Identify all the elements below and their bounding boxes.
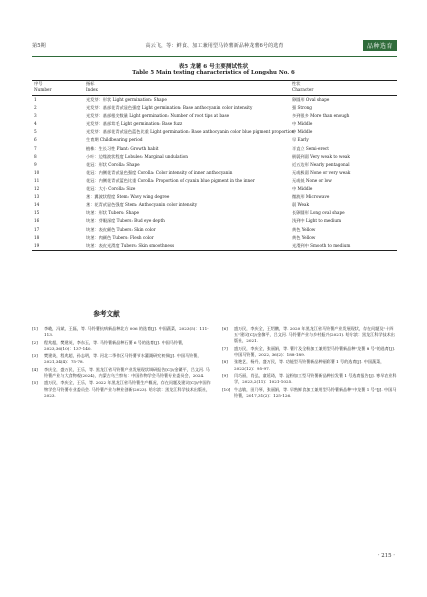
page-header — [32, 40, 397, 54]
header-index-en: Index — [86, 87, 98, 92]
row-index: 块茎：形状 Tubers: Shape — [86, 210, 140, 216]
row-number: 3 — [34, 113, 37, 119]
row-number: 1 — [34, 97, 37, 102]
reference-number: [4] — [32, 366, 38, 372]
row-number: 10 — [34, 169, 40, 175]
reference-item — [32, 353, 212, 365]
reference-number: [3] — [32, 353, 38, 359]
table-row — [32, 136, 397, 144]
table-title-cn: 表5 龙薯 6 号主要测试性状 — [178, 64, 249, 70]
row-character: 长卵圆形 Long oval shape — [292, 210, 345, 216]
reference-text: 李庆全，盛万民，王乐，等. 黑龙江省马铃薯产业发展现状调研报告[C]//金繁平，吕文河. 马铃薯产业与大食物观(2024)，内蒙古乌兰察布：中国作物学会马铃薯专业委员会，2024. — [44, 366, 210, 378]
reference-item — [222, 326, 398, 345]
row-number: 4 — [34, 121, 37, 127]
reference-item — [222, 387, 398, 399]
header-number-en: Number — [34, 87, 52, 92]
reference-text: 盛万民，李庆全，王绍鹏，等. 2020 年黑龙江省马铃薯产业发展现状，存在问题及"十四五"建议[C]//金黎平，吕文河. 马铃薯产业与乡村振兴(2021). 哈尔滨：黑龙江科学技术出版社，2021. — [234, 326, 395, 344]
row-character: 黄色 Yellow — [292, 226, 316, 232]
row-number: 8 — [34, 153, 37, 159]
row-character: 多到很多 More than enough — [292, 113, 350, 119]
reference-item — [222, 359, 398, 371]
row-number: 12 — [34, 186, 40, 192]
row-index: 块茎：表皮光滑度 Tubers: Skin smoothness — [86, 242, 175, 248]
row-number: 16 — [34, 218, 40, 224]
row-number: 14 — [34, 202, 40, 208]
reference-item — [32, 367, 212, 379]
table-row — [32, 153, 397, 161]
table-row — [32, 145, 397, 153]
header-number-cn: 序号 — [34, 81, 43, 86]
row-index: 植株：生长习性 Plant: Growth habit — [86, 145, 159, 151]
table-row — [32, 226, 397, 234]
table-row — [32, 128, 397, 136]
row-character: 黄色 Yellow — [292, 234, 316, 240]
row-character: 中 Middle — [292, 121, 313, 127]
table-row — [32, 120, 397, 128]
reference-text: 程兆超，樊建英，李东玉，等. 马铃薯新品种石薯 6 号的选育[J]. 中国马铃薯，2023,36(10)：137-140. — [44, 339, 187, 351]
row-character: 极弱到弱 Very weak to weak — [292, 153, 350, 159]
row-index: 茎：翼波状程度 Stem: Wavy wing degree — [86, 194, 170, 200]
table-row — [32, 193, 397, 201]
reference-number: [7] — [222, 345, 228, 351]
row-character: 中 Middle — [292, 186, 313, 192]
table-bottom-rule — [32, 250, 397, 251]
table-row — [32, 201, 397, 209]
row-index: 光发芽：形状 Light germination: Shape — [86, 97, 167, 102]
running-title: 高云飞，等：鲜食、加工兼用型马铃薯新品种龙薯6号的选育 — [145, 43, 284, 49]
row-number: 5 — [34, 129, 37, 135]
row-character: 浅到中 Light to medium — [292, 218, 342, 224]
reference-item — [222, 373, 398, 385]
section-badge: 品种选育 — [363, 40, 397, 51]
table-row — [32, 209, 397, 217]
table-row — [32, 217, 397, 225]
row-index: 光发芽：基部茸毛 Light germination: Base fuzz — [86, 121, 183, 127]
reference-item — [32, 340, 212, 352]
row-number: 7 — [34, 145, 37, 151]
table-row — [32, 112, 397, 120]
row-character: 中 Middle — [292, 129, 313, 135]
characteristics-table — [32, 80, 397, 251]
reference-text: 樊建英，程兆超，孙志明，等. 河北二季作区马铃薯节水灌溉研究初探[J]. 中国马铃薯，2021,34(4)：75-78. — [44, 353, 202, 365]
reference-text: 闫巧丽，肖弘，童延琦，等. 淀粉加工型马铃薯新品种拉发薯 1 号选育报告[J]. 寒旱农业科学，2023,2(11)：1021-1025. — [234, 372, 397, 385]
reference-item — [32, 380, 212, 399]
header-character-cn: 性状 — [292, 81, 301, 86]
row-number: 13 — [34, 194, 40, 200]
row-character: 微波形 Microwave — [292, 194, 330, 200]
row-index: 花冠：内侧花青甙显色强度 Corolla: Color intensity of inner anthocyanin — [86, 169, 233, 175]
header-divider — [32, 56, 397, 57]
reference-item — [222, 346, 398, 358]
references-left-column — [32, 326, 212, 400]
row-number: 11 — [34, 177, 40, 183]
row-index: 光发芽：基部花青甙显色强度 Light germination: Base anthocyanin color intensity — [86, 105, 253, 111]
header-index-cn: 指标 — [86, 81, 95, 86]
row-number: 19 — [34, 242, 40, 248]
row-number: 17 — [34, 226, 40, 232]
table-row — [32, 161, 397, 169]
table-row — [32, 177, 397, 185]
header-character-en: Character — [292, 87, 314, 92]
reference-number: [10] — [222, 386, 231, 392]
table-row — [32, 169, 397, 177]
table-row — [32, 242, 397, 250]
row-index: 花冠：大小 Corolla: Size — [86, 186, 136, 192]
reference-number: [8] — [222, 359, 228, 365]
row-character: 弱 Weak — [292, 202, 309, 208]
row-number: 9 — [34, 161, 37, 167]
row-index: 块茎：芽眼深度 Tubers: Bud eye depth — [86, 218, 165, 224]
row-character: 光滑到中 Smooth to medium — [292, 242, 351, 248]
row-character: 近五边形 Nearly pentagonal — [292, 161, 350, 167]
row-index: 花冠：内侧花青甙蓝色比重 Corolla: Proportion of cyanin blue pigment in the inner — [86, 177, 255, 183]
reference-number: [1] — [32, 326, 38, 331]
row-index: 小叶：边缘波状程度 Lobules: Marginal undulation — [86, 153, 188, 159]
row-index: 茎：花青甙显色强度 Stem: Anthocyanin color intensity — [86, 202, 198, 208]
row-character: 无或极弱 None or very weak — [292, 169, 351, 175]
reference-number: [9] — [222, 372, 228, 378]
row-index: 块茎：肉颜色 Tubers: Flesh color — [86, 234, 154, 240]
reference-text: 张艳艺，杨丹，盛万民，等. 功能型马铃薯新品种丽彩薯 1 号的选育[J]. 中国蔬菜，2022(12)：95-97. — [234, 359, 385, 371]
row-number: 18 — [34, 234, 40, 240]
row-character: 无或低 None or low — [292, 177, 332, 183]
reference-text: 李峻，冯斌，王磊，等. 马铃薯抗病新品种北方 006 的选育[J]. 中国蔬菜，2023(5)：111-113. — [44, 326, 209, 338]
reference-number: [2] — [32, 339, 38, 345]
row-character: 半直立 Semi-erect — [292, 145, 329, 151]
reference-text: 盛万民，李庆全，张丽娟，等. 薯片及全粉加工兼用型马铃薯新品种"龙薯 8 号"的选育[J]. 中国马铃薯，2022, 36(2)：188-189. — [234, 345, 395, 357]
row-number: 6 — [34, 137, 37, 143]
table-body — [32, 96, 397, 250]
row-index: 光发芽：基部根尖数量 Light germination: Number of root tips at base — [86, 113, 230, 119]
table-header — [32, 81, 397, 95]
references-right-column — [222, 326, 398, 400]
reference-number: [5] — [32, 380, 38, 386]
issue-label: 第5期 — [32, 43, 46, 49]
table-row — [32, 104, 397, 112]
row-index: 块茎：表皮颜色 Tubers: Skin color — [86, 226, 156, 232]
page-number: · 215 · — [377, 553, 395, 559]
reference-number: [6] — [222, 326, 228, 331]
row-character: 卵圆形 Oval shape — [292, 97, 330, 102]
reference-text: 盛万民，李庆全，王乐，等. 2022 年黑龙江省马铃薯生产概况，存在问题及建议[C]//中国作物学会马铃薯专业委员会. 马铃薯产业与种业创新(2023). 哈尔滨：黑龙江科学技术出版社，2023. — [44, 380, 211, 398]
reference-text: 牛志敏，田乃琴，张丽娟，等. 早熟鲜食加工兼用型马铃薯新品种"中龙薯 1 号"[J]. 中国马铃薯，2017,31(2)：125-126. — [234, 386, 397, 398]
row-character: 强 Strong — [292, 105, 312, 111]
table-title-en: Table 5 Main testing characteristics of Longshu No. 6 — [132, 70, 295, 76]
row-index: 花冠：形状 Corolla: Shape — [86, 161, 140, 167]
references-title: 参考文献 — [93, 310, 120, 318]
row-index: 生育期 Childbearing period — [86, 137, 143, 143]
table-row — [32, 96, 397, 104]
row-index: 光发芽：基部花青甙显色蓝色比重 Light germination: Base anthocyanin color blue pigment proportion — [86, 129, 295, 135]
row-number: 15 — [34, 210, 40, 216]
row-number: 2 — [34, 105, 37, 111]
reference-item — [32, 326, 212, 338]
table-row — [32, 234, 397, 242]
row-character: 早 Early — [292, 137, 309, 143]
table-row — [32, 185, 397, 193]
